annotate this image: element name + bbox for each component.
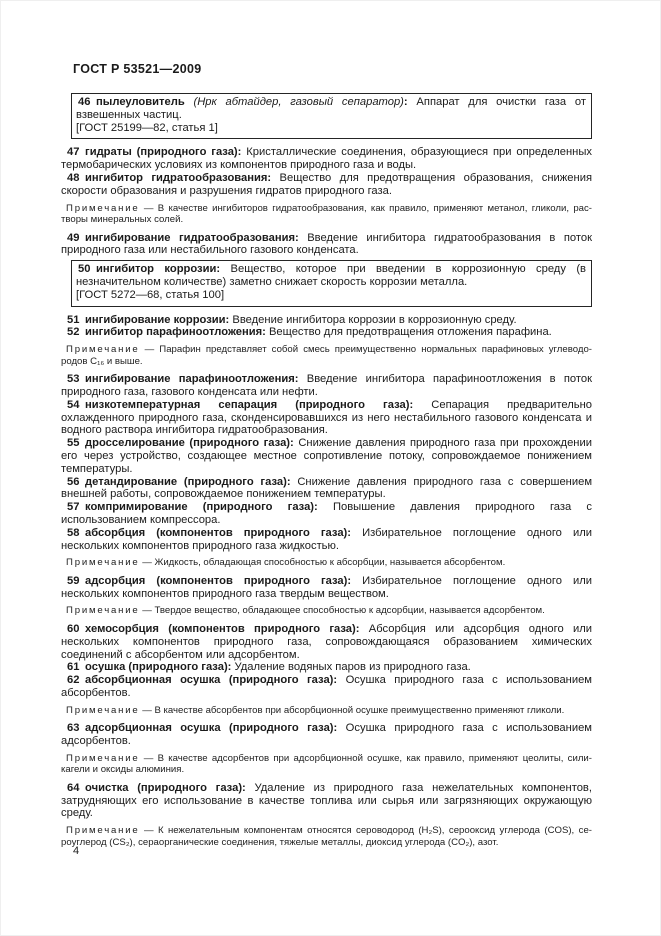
term-entry (61, 782, 592, 848)
term-definition: Удаление водяных паров из природного газа. (231, 661, 471, 674)
note-text: — В качестве абсорбентов при абсорбционной осушке преимущественно применяют гликоли. (139, 704, 565, 716)
term-entry-body (61, 575, 592, 601)
note-label: Примечание (66, 752, 140, 764)
note-text: — Парафин представляет собой смесь преимущественно нормальных парафиновых углеводородов С₁₆ и выше. (61, 344, 592, 367)
term-entry (61, 575, 592, 617)
term-title: адсорбционная осушка (природного газа) (85, 722, 334, 735)
term-note (61, 605, 592, 617)
term-entry-body (61, 146, 592, 172)
term-title: компримирование (природного газа) (85, 501, 315, 514)
term-definition: Сепарация предварительно охлажденного природного газа, сконденсировавшихся из него нестабильного газового конденсата и водного раствора ингибитора гидратообразования. (61, 398, 592, 437)
term-colon: : (347, 526, 352, 539)
terminology-list (61, 93, 592, 848)
term-entry-body (61, 674, 592, 700)
term-entry-body (61, 722, 592, 748)
term-title: ингибирование гидратообразования (85, 231, 295, 244)
term-entry (61, 326, 592, 367)
term-colon: : (225, 313, 230, 326)
term-number: 57 (67, 501, 86, 514)
term-definition: Осушка природного газа с использованием адсорбентов. (61, 722, 592, 747)
note-label: Примечание (66, 605, 140, 617)
term-colon: : (286, 475, 291, 488)
term-colon: : (227, 661, 232, 674)
term-title: абсорбционная осушка (природного газа) (85, 674, 334, 687)
term-entry (61, 527, 592, 569)
term-colon: : (262, 326, 266, 339)
term-definition: Избирательное поглощение одного или нескольких компонентов природного газа твердым веществом. (61, 574, 592, 600)
term-number: 60 (67, 622, 86, 635)
term-entry-body (61, 527, 592, 553)
term-definition: Аппарат для очистки газа от взвешенных частиц. (76, 96, 587, 121)
term-entry (61, 93, 592, 139)
term-colon: : (294, 373, 299, 386)
term-definition: Осушка природного газа с использованием абсорбентов. (61, 674, 593, 699)
term-number: 48 (67, 171, 86, 184)
term-definition: Вещество для предотвращения образования, снижения скорости образования и разрушения гидратов природного газа. (61, 171, 592, 197)
term-number: 64 (67, 781, 86, 794)
term-entry-body (61, 782, 592, 820)
term-number: 56 (67, 475, 86, 488)
term-entry (61, 722, 592, 776)
note-text: — В качестве ингибиторов гидратообразования, как правило, применяют метанол, гликоли, растворы минеральных солей. (61, 202, 592, 226)
note-text: — Жидкость, обладающая способностью к абсорбции, называется абсорбентом. (139, 557, 506, 569)
term-entry (61, 146, 592, 172)
term-colon: : (242, 781, 246, 794)
term-definition: Вещество для предотвращения отложения парафина. (265, 326, 552, 339)
term-number: 53 (67, 373, 86, 386)
term-definition: Вещество, которое при введении в коррозионную среду (в незначительном количестве) заметно снижает скорость коррозии металла. (76, 263, 586, 288)
term-note (61, 203, 592, 226)
term-colon: : (403, 96, 408, 108)
term-title: гидраты (природного газа) (85, 146, 238, 159)
term-note (61, 557, 592, 569)
term-note (61, 825, 592, 848)
term-number: 59 (67, 574, 86, 587)
term-number: 55 (67, 437, 86, 450)
term-entry-body (61, 661, 592, 674)
term-source-reference: [ГОСТ 25199—82, статья 1] (76, 121, 218, 134)
term-number: 51 (67, 313, 86, 326)
term-title: детандирование (природного газа) (85, 475, 287, 488)
term-title: пылеуловитель (96, 96, 185, 108)
term-definition: Повышение давления природного газа с использованием компрессора. (61, 501, 592, 526)
page-content (61, 62, 592, 854)
term-number: 46 (78, 96, 97, 108)
term-entry (61, 661, 592, 674)
term-title: очистка (природного газа) (85, 781, 243, 794)
term-colon: : (295, 231, 299, 244)
term-entry-body (61, 623, 592, 661)
term-title: осушка (природного газа) (85, 661, 228, 674)
term-colon: : (355, 622, 360, 635)
document-title: ГОСТ Р 53521—2009 (73, 62, 202, 76)
term-entry-body (61, 399, 592, 437)
term-definition: Введение ингибитора коррозии в коррозионную среду. (229, 313, 517, 326)
term-definition: Удаление из природного газа нежелательных компонентов, затрудняющих его использование в качестве топлива или сырья или загрязняющих окружающую среду. (61, 781, 592, 820)
term-colon: : (216, 263, 221, 276)
note-text: — В качестве адсорбентов при адсорбционной осушке, как правило, применяют цеолиты, силикагели и оксиды алюминия. (61, 752, 592, 776)
term-entry (61, 623, 592, 661)
term-entry (61, 260, 592, 306)
term-entry (61, 373, 592, 399)
term-number: 61 (67, 661, 86, 674)
term-entry-body (71, 260, 592, 306)
term-entry (61, 501, 592, 527)
term-note (61, 705, 592, 717)
note-text: — Твердое вещество, обладающее способностью к адсорбции, называется адсорбентом. (139, 605, 545, 617)
term-colon: : (333, 722, 338, 735)
term-entry-body (61, 326, 592, 339)
term-title: ингибитор гидратообразования (85, 171, 268, 184)
term-colon: : (267, 171, 272, 184)
note-label: Примечание (66, 344, 140, 356)
term-definition: Снижение давления природного газа с совершением внешней работы, сопровождаемое понижением температуры. (61, 475, 593, 501)
term-colon: : (290, 437, 294, 450)
term-number: 63 (67, 722, 86, 735)
term-colon: : (333, 674, 338, 687)
term-title: адсорбция (компонентов природного газа) (85, 574, 348, 587)
term-definition: Введение ингибитора гидратообразования в поток природного газа или нестабильного газового конденсата. (61, 231, 592, 257)
term-definition: Абсорбция или адсорбция одного или нескольких компонентов природного газа, сопровождающаяся образованием химических соединений с абсорбентом или адсорбентом. (61, 622, 593, 661)
term-synonym: (Нрк абтайдер, газовый сепаратор) (184, 96, 404, 108)
term-number: 52 (67, 326, 86, 339)
term-colon: : (237, 146, 242, 159)
term-title: абсорбция (компонентов природного газа) (85, 526, 348, 539)
term-entry (61, 674, 592, 716)
term-number: 54 (67, 398, 86, 411)
term-definition: Избирательное поглощение одного или нескольких компонентов природного газа жидкостью. (61, 526, 592, 552)
term-definition: Снижение давления природного газа при прохождении его через устройство, создающее местное сопротивление потоку, сопровождаемое понижением температуры. (61, 437, 592, 475)
term-number: 50 (78, 263, 97, 276)
term-number: 47 (67, 146, 86, 159)
term-entry-body (61, 476, 592, 502)
term-entry-body (61, 373, 592, 399)
term-entry-body (61, 314, 592, 327)
note-label: Примечание (66, 202, 140, 214)
term-entry-body (61, 501, 592, 527)
term-entry (61, 437, 592, 475)
term-note (61, 753, 592, 776)
term-colon: : (347, 574, 352, 587)
term-number: 58 (67, 526, 86, 539)
term-title: ингибитор коррозии (96, 263, 217, 276)
term-entry-body (61, 437, 592, 475)
term-definition: Введение ингибитора парафиноотложения в поток природного газа, газового конденсата или нефти. (61, 373, 592, 398)
term-number: 49 (67, 231, 86, 244)
term-note (61, 344, 592, 367)
term-title: дросселирование (природного газа) (85, 437, 291, 450)
term-title: ингибирование парафиноотложения (85, 373, 295, 386)
term-title: ингибитор парафиноотложения (85, 326, 263, 339)
note-label: Примечание (66, 557, 140, 569)
note-label: Примечание (66, 825, 140, 837)
term-source-reference: [ГОСТ 5272—68, статья 100] (76, 288, 225, 301)
note-label: Примечание (66, 704, 140, 716)
note-text: — К нежелательным компонентам относятся сероводород (H₂S), серооксид углерода (COS), сероуглерод (CS₂), сераорганические соединения, тяжелые металлы, диоксид углерода (CO₂), азот. (61, 825, 592, 848)
term-entry (61, 314, 592, 327)
term-number: 62 (67, 674, 86, 687)
page-number: 4 (73, 845, 80, 857)
term-title: ингибирование коррозии (85, 313, 226, 326)
term-entry-body (61, 232, 592, 258)
term-colon: : (314, 501, 318, 514)
term-colon: : (409, 398, 414, 411)
term-title: низкотемпературная сепарация (природного газа) (85, 398, 410, 411)
term-entry (61, 232, 592, 258)
term-definition: Кристаллические соединения, образующиеся при определенных термобарических условиях из компонентов природного газа и воды. (61, 146, 592, 172)
term-entry (61, 476, 592, 502)
term-entry-body (71, 93, 592, 139)
term-title: хемосорбция (компонентов природного газа) (85, 622, 356, 635)
term-entry (61, 399, 592, 437)
term-entry-body (61, 172, 592, 198)
term-entry (61, 172, 592, 226)
